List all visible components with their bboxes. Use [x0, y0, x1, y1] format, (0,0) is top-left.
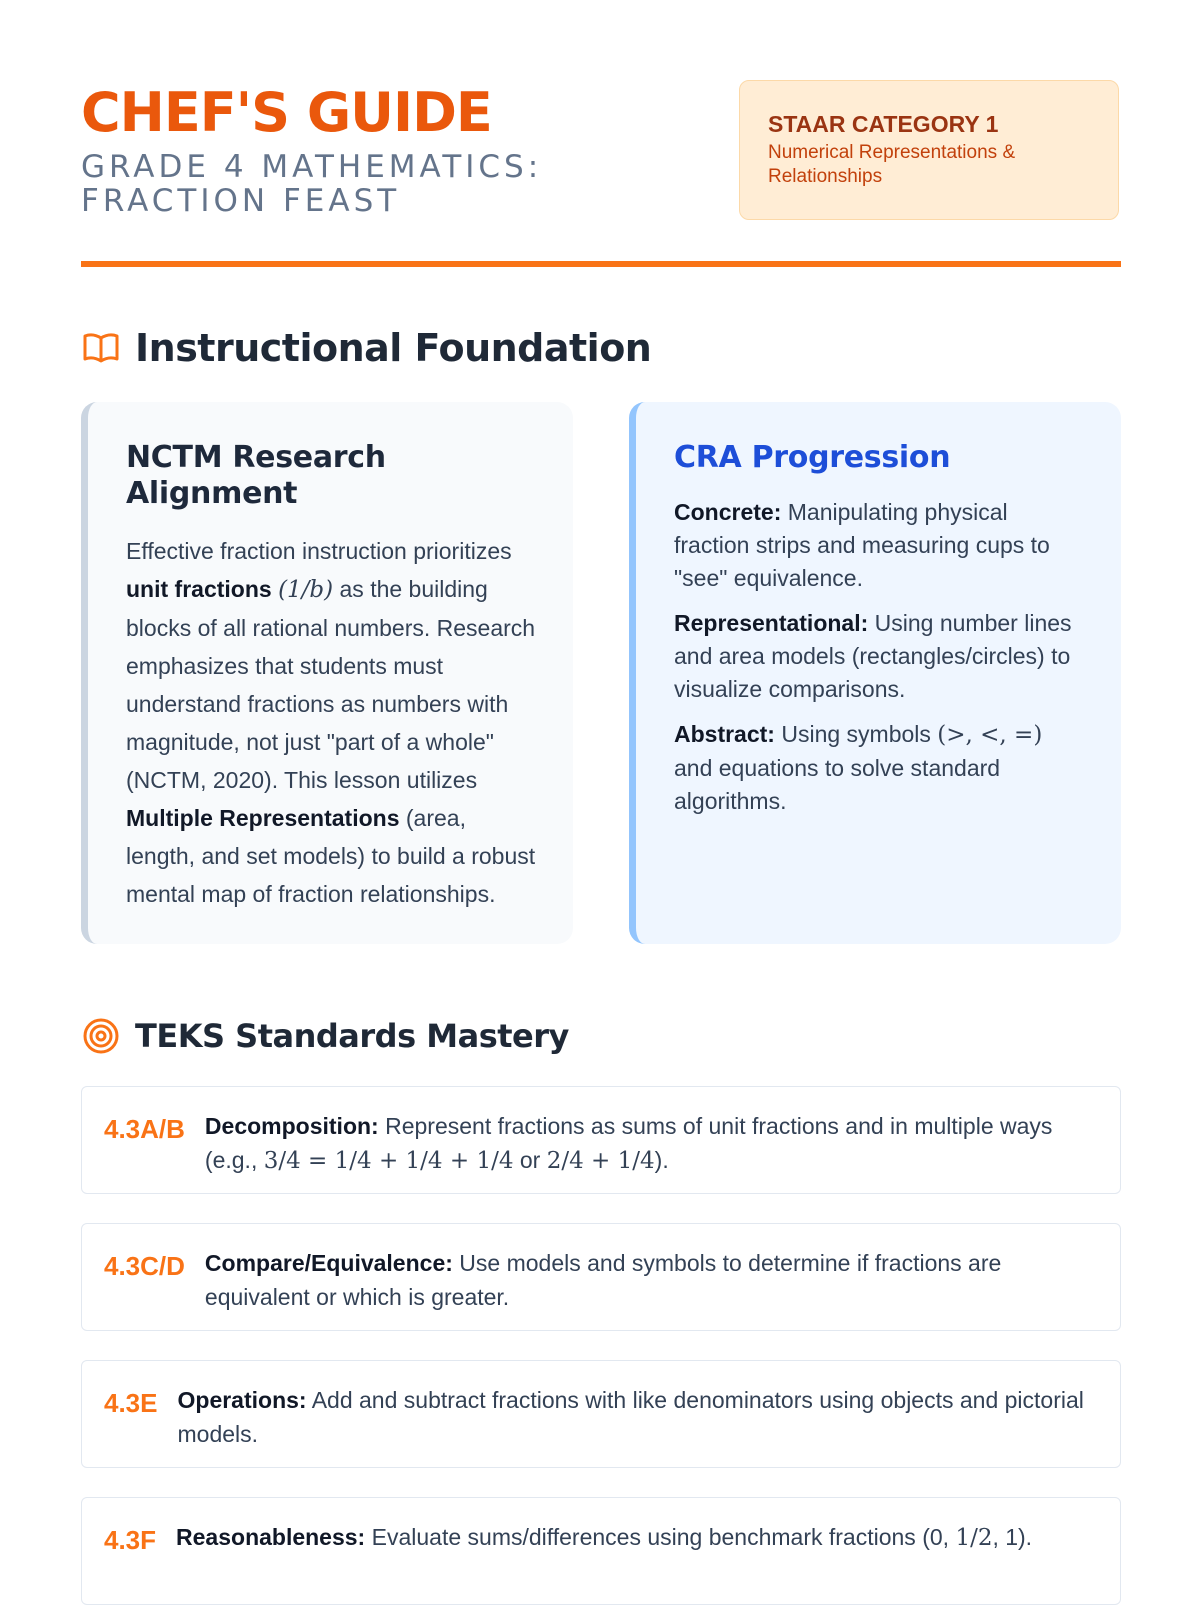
nctm-text-3: (area, length, and set models) to build a robust mental map of fraction relationships.	[126, 805, 536, 907]
teks-math: 2/4 + 1/4	[546, 1148, 655, 1174]
teks-code: 4.3F	[104, 1525, 157, 1555]
nctm-bold-2: Multiple Representations	[126, 805, 400, 831]
cra-representational-label: Representational:	[674, 610, 869, 636]
teks-item	[81, 1223, 1121, 1331]
page-subtitle: GRADE 4 MATHEMATICS: FRACTION FEAST	[81, 149, 543, 219]
cra-title: CRA Progression	[674, 440, 951, 475]
teks-description	[205, 1246, 1100, 1314]
teks-text: Represent fractions as sums of unit fractions and in multiple ways (e.g.,	[204, 1113, 1053, 1173]
staar-badge-text: Numerical Representations & Relationships	[768, 142, 1016, 187]
nctm-math: (1/b)	[278, 577, 334, 603]
teks-item	[81, 1360, 1121, 1468]
teks-text: Add and subtract fractions with like denominators using objects and pictorial models.	[177, 1387, 1084, 1447]
cra-abstract	[674, 718, 1087, 818]
teks-description	[178, 1383, 1101, 1451]
header-divider	[81, 261, 1121, 267]
cra-representational-text: Using number lines and area models (rectangles/circles) to visualize comparisons.	[674, 610, 1072, 702]
book-icon	[81, 328, 121, 368]
teks-label: Reasonableness:	[176, 1524, 366, 1550]
nctm-bold-1: unit fractions	[126, 576, 272, 602]
teks-label: Compare/Equivalence:	[204, 1250, 453, 1276]
teks-text: Use models and symbols to determine if fractions are equivalent or which is greater.	[204, 1250, 1002, 1310]
teks-item	[81, 1497, 1121, 1605]
cra-abstract-post: and equations to solve standard algorithms.	[674, 755, 1001, 814]
cra-concrete-text: Manipulating physical fraction strips and measuring cups to "see" equivalence.	[674, 499, 1050, 591]
nctm-card	[81, 402, 573, 944]
cra-concrete-label: Concrete:	[674, 499, 782, 525]
cra-concrete	[674, 496, 1087, 595]
teks-description	[205, 1109, 1100, 1178]
cra-abstract-label: Abstract:	[674, 721, 775, 747]
instructional-foundation-heading	[81, 326, 651, 370]
teks-description	[176, 1520, 1032, 1555]
target-icon	[81, 1016, 121, 1056]
teks-code: 4.3A/B	[104, 1114, 185, 1144]
header	[81, 80, 1121, 230]
teks-text: or	[513, 1147, 547, 1173]
page-title: CHEF'S GUIDE	[81, 81, 492, 144]
staar-badge-title: STAAR CATEGORY 1	[768, 111, 999, 137]
section-title: Instructional Foundation	[135, 326, 652, 370]
teks-label: Operations:	[177, 1387, 307, 1413]
nctm-text-2: as the building blocks of all rational numbers. Research emphasizes that students must understand fractions as numbers with magnitude, not just "part of a whole" (NCTM, 2020). This lesson utilizes	[126, 576, 536, 793]
teks-text: Evaluate sums/differences using benchmark fractions (0,	[365, 1524, 956, 1550]
teks-math: 1/2	[955, 1525, 993, 1551]
section-title: TEKS Standards Mastery	[135, 1017, 569, 1055]
teks-label: Decomposition:	[204, 1113, 379, 1139]
teks-math: 3/4 = 1/4 + 1/4 + 1/4	[263, 1148, 514, 1174]
teks-heading	[81, 1014, 569, 1058]
cra-representational	[674, 607, 1087, 706]
teks-code: 4.3E	[104, 1388, 158, 1418]
staar-badge	[739, 80, 1119, 220]
nctm-text-1: Effective fraction instruction prioritizes	[126, 538, 512, 564]
teks-text: , 1).	[992, 1524, 1033, 1550]
cra-abstract-symbols: (>, <, =)	[937, 722, 1043, 748]
nctm-title: NCTM Research Alignment	[126, 440, 386, 511]
cra-card	[629, 402, 1121, 944]
cra-abstract-pre: Using symbols	[774, 721, 938, 747]
nctm-body	[126, 532, 539, 913]
teks-item	[81, 1086, 1121, 1194]
teks-code: 4.3C/D	[104, 1251, 185, 1281]
teks-text: ).	[654, 1147, 669, 1173]
